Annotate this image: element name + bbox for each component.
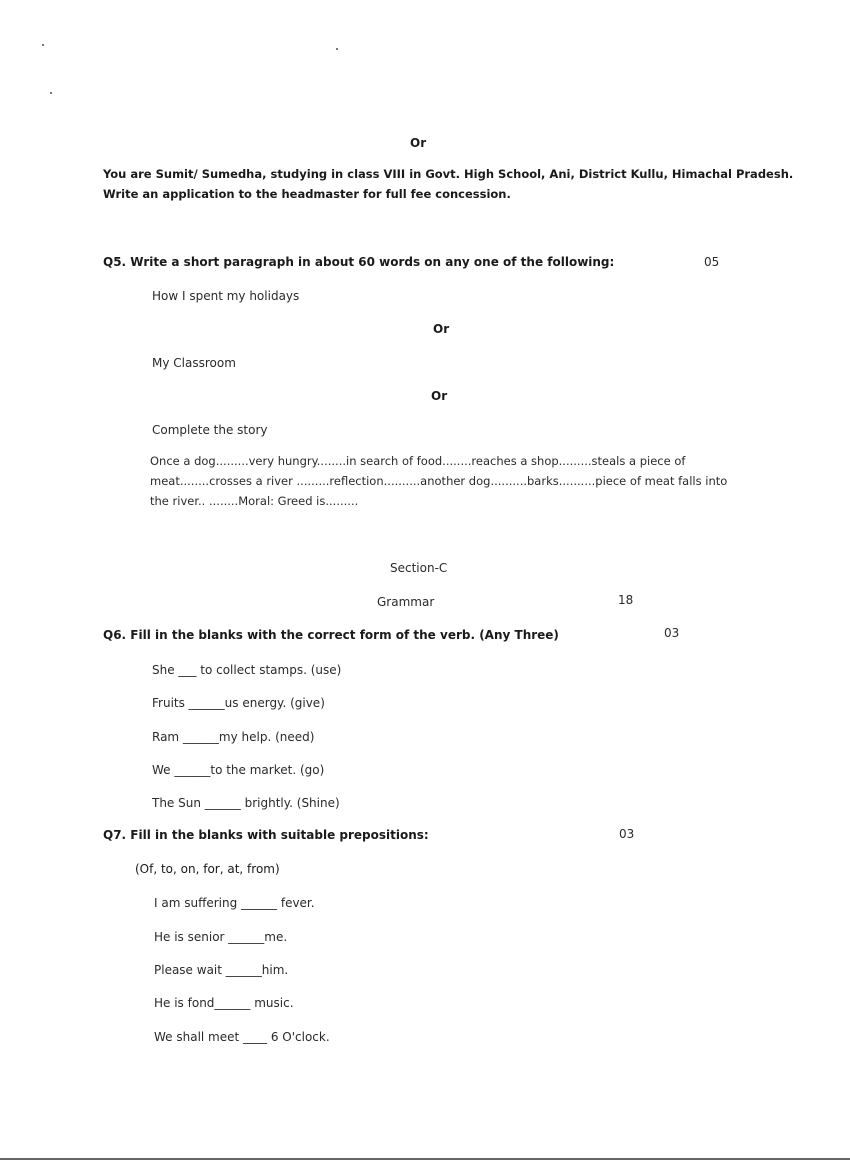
q6-title: Q6. Fill in the blanks with the correct form of the verb. (Any Three) [103,628,559,642]
q5-topic-1: How I spent my holidays [152,289,300,303]
q7-options: (Of, to, on, for, at, from) [135,862,280,876]
q7-item: He is fond______ music. [154,996,294,1010]
q6-marks: 03 [664,626,680,640]
alt-task-line-2: Write an application to the headmaster for full fee concession. [103,187,511,201]
q6-item: Fruits ______us energy. (give) [152,696,325,710]
q6-item: The Sun ______ brightly. (Shine) [152,796,340,810]
story-line-1: Once a dog.........very hungry........in search of food........reaches a shop.........steals a piece of [150,454,686,468]
story-line-2: meat........crosses a river .........reflection..........another dog..........barks..........piece of meat falls into [150,474,728,488]
scan-speck [50,92,52,94]
q7-marks: 03 [619,827,635,841]
scan-speck [42,44,44,46]
q5-topic-2: My Classroom [152,356,236,370]
grammar-subheading: Grammar [377,595,435,609]
q5-marks: 05 [704,255,720,269]
q7-item: Please wait ______him. [154,963,289,977]
page-bottom-rule [0,1158,850,1160]
q5-title: Q5. Write a short paragraph in about 60 words on any one of the following: [103,255,615,269]
q5-or-2: Or [431,389,448,403]
alt-task-line-1: You are Sumit/ Sumedha, studying in class VIII in Govt. High School, Ani, District Kullu, Himachal Pradesh. [103,167,794,181]
story-line-3: the river.. ........Moral: Greed is......... [150,494,359,508]
or-heading: Or [410,136,427,150]
q7-item: He is senior ______me. [154,930,288,944]
q6-item: She ___ to collect stamps. (use) [152,663,342,677]
q6-item: Ram ______my help. (need) [152,730,315,744]
q7-title: Q7. Fill in the blanks with suitable prepositions: [103,828,429,842]
section-c-heading: Section-C [390,561,448,575]
q7-item: I am suffering ______ fever. [154,896,315,910]
q5-or-1: Or [433,322,450,336]
q7-item: We shall meet ____ 6 O'clock. [154,1030,330,1044]
q5-topic-3: Complete the story [152,423,268,437]
scan-speck [336,48,338,50]
section-c-marks: 18 [618,593,634,607]
q6-item: We ______to the market. (go) [152,763,325,777]
